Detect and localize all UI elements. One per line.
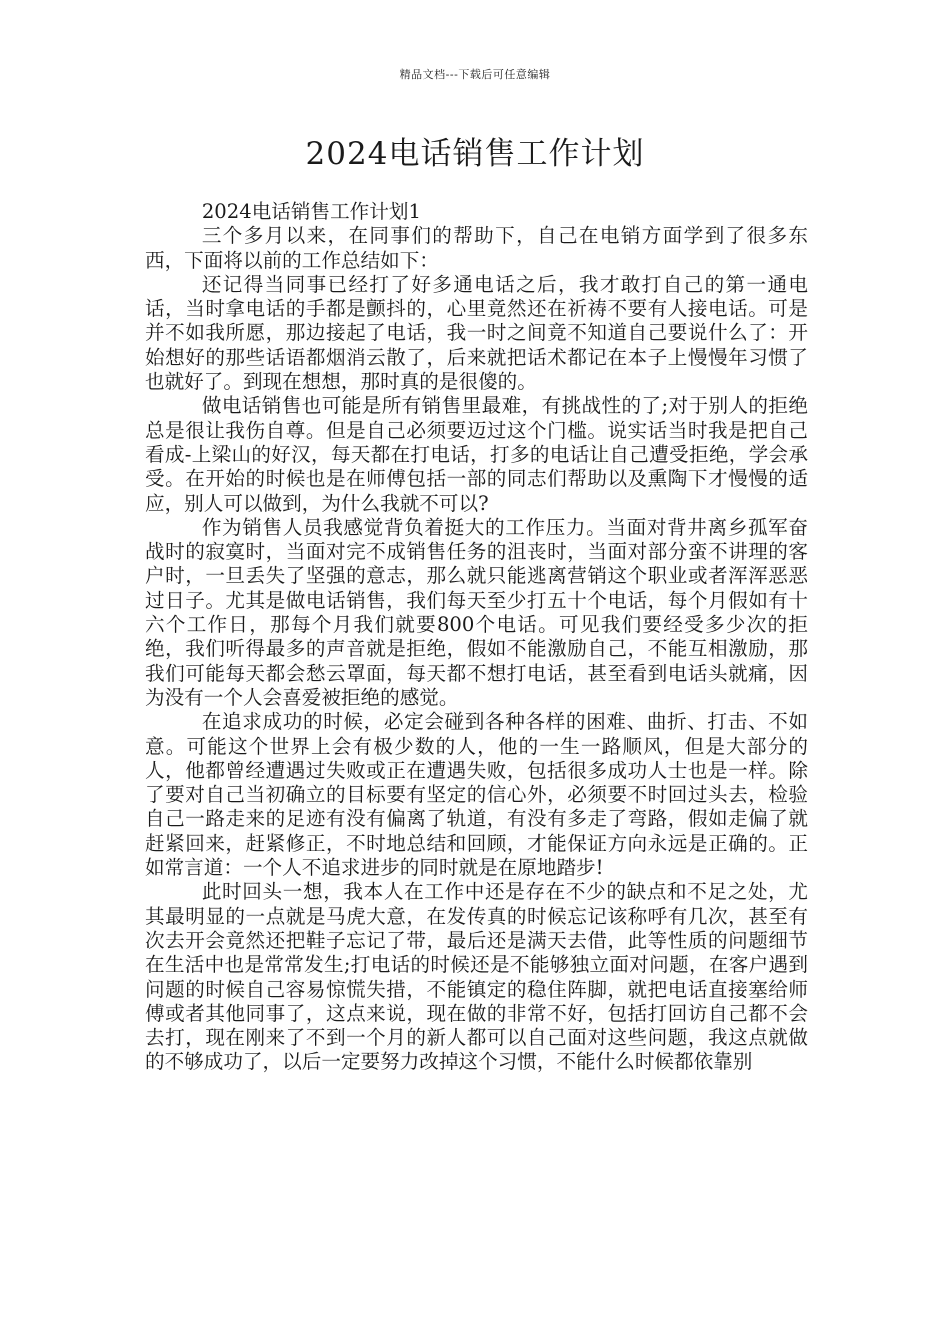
paragraph: 三个多月以来，在同事们的帮助下，自己在电销方面学到了很多东西，下面将以前的工作总结如下： bbox=[145, 224, 808, 272]
document-title: 2024电话销售工作计划 bbox=[305, 136, 645, 172]
paragraph: 还记得当同事已经打了好多通电话之后，我才敢打自己的第一通电话，当时拿电话的手都是颤抖的，心里竟然还在祈祷不要有人接电话。可是并不如我所愿，那边接起了电话，我一时之间竟不知道自己要说什么了：开始想好的那些话语都烟消云散了，后来就把话术都记在本子上慢慢年习惯了也就好了。到现在想想，那时真的是很傻的。 bbox=[145, 272, 808, 394]
paragraph: 此时回头一想，我本人在工作中还是存在不少的缺点和不足之处，尤其最明显的一点就是马虎大意，在发传真的时候忘记该称呼有几次，甚至有次去开会竟然还把鞋子忘记了带，最后还是满天去借，此等性质的问题细节在生活中也是常常发生;打电话的时候还是不能够独立面对问题，在客户遇到问题的时候自己容易惊慌失措，不能镇定的稳住阵脚，就把电话直接塞给师傅或者其他同事了，这点来说，现在做的非常不好，包括打回访自己都不会去打，现在刚来了不到一个月的新人都可以自己面对这些问题，我这点就做的不够成功了，以后一定要努力改掉这个习惯，不能什么时候都依靠别 bbox=[145, 880, 808, 1074]
section-subtitle: 2024电话销售工作计划1 bbox=[201, 200, 421, 223]
paragraph: 作为销售人员我感觉背负着挺大的工作压力。当面对背井离乡孤军奋战时的寂寞时，当面对完不成销售任务的沮丧时，当面对部分蛮不讲理的客户时，一旦丢失了坚强的意志，那么就只能逃离营销这个职业或者浑浑恶恶过日子。尤其是做电话销售，我们每天至少打五十个电话，每个月假如有十六个工作日，那每个月我们就要800个电话。可见我们要经受多少次的拒绝，我们听得最多的声音就是拒绝，假如不能激励自己，不能互相激励，那我们可能每天都会愁云罩面，每天都不想打电话，甚至看到电话头就痛，因为没有一个人会喜爱被拒绝的感觉。 bbox=[145, 515, 808, 709]
paragraph: 在追求成功的时候，必定会碰到各种各样的困难、曲折、打击、不如意。可能这个世界上会有极少数的人，他的一生一路顺风，但是大部分的人，他都曾经遭遇过失败或正在遭遇失败，包括很多成功人士也是一样。除了要对自己当初确立的目标要有坚定的信心外，必须要不时回过头去，检验自己一路走来的足迹有没有偏离了轨道，有没有多走了弯路，假如走偏了就赶紧回来，赶紧修正，不时地总结和回顾，才能保证方向永远是正确的。正如常言道：一个人不追求进步的同时就是在原地踏步! bbox=[145, 710, 808, 880]
header-note: 精品文档---下载后可任意编辑 bbox=[399, 68, 551, 81]
document-body bbox=[145, 200, 808, 1075]
paragraph: 做电话销售也可能是所有销售里最难，有挑战性的了;对于别人的拒绝总是很让我伤自尊。但是自己必须要迈过这个门槛。说实话当时我是把自己看成-上梁山的好汉，每天都在打电话，打多的电话让自己遭受拒绝，学会承受。在开始的时候也是在师傅包括一部的同志们帮助以及熏陶下才慢慢的适应，别人可以做到，为什么我就不可以? bbox=[145, 394, 808, 515]
